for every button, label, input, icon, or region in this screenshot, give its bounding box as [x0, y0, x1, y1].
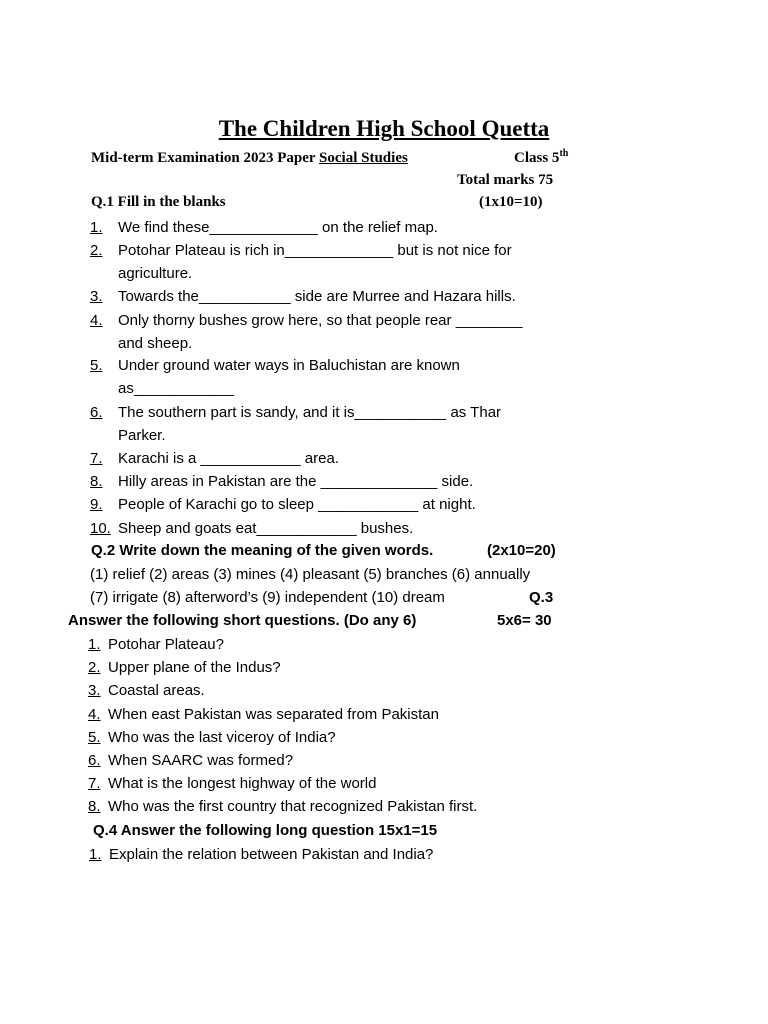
q1-item-text: Under ground water ways in Baluchistan are known	[118, 357, 460, 374]
q3-item-text: What is the longest highway of the world	[108, 775, 377, 793]
q1-item-number: 2.	[90, 242, 103, 259]
subject-name: Social Studies	[319, 150, 408, 166]
q1-item-text: People of Karachi go to sleep ____________ at night.	[118, 496, 476, 513]
q1-item-text: and sheep.	[118, 335, 193, 352]
q3-item-number: 1.	[88, 636, 101, 653]
q2-title: Q.2 Write down the meaning of the given words.	[91, 542, 434, 559]
q2-marks: (2x10=20)	[487, 542, 556, 559]
exam-line	[91, 150, 408, 167]
q1-item-text: Potohar Plateau is rich in_____________ but is not nice for	[118, 242, 512, 259]
school-title: The Children High School Quetta	[218, 116, 550, 141]
q4-item-number: 1.	[89, 846, 102, 863]
q4-item-text: Explain the relation between Pakistan and India?	[109, 846, 434, 863]
q1-item-text: Hilly areas in Pakistan are the ______________ side.	[118, 473, 474, 490]
q1-item-text: Sheep and goats eat____________ bushes.	[118, 520, 414, 537]
q3-item-text: Potohar Plateau?	[108, 636, 224, 653]
q3-title: Answer the following short questions. (Do any 6)	[68, 612, 417, 629]
q1-item-text: The southern part is sandy, and it is___________ as Thar	[118, 404, 502, 421]
q4-title: Q.4 Answer the following long question 15x1=15	[93, 822, 438, 839]
class-sup: th	[559, 148, 569, 159]
q3-item-text: Who was the last viceroy of India?	[108, 728, 336, 746]
q3-item-number: 2.	[88, 659, 101, 677]
q1-item-text: Only thorny bushes grow here, so that people rear ________	[118, 312, 523, 329]
q3-item-number: 6.	[88, 752, 101, 769]
q3-label: Q.3	[529, 589, 554, 606]
q3-marks: 5x6= 30	[497, 612, 552, 629]
q1-item-text: agriculture.	[118, 265, 193, 282]
class-text: Class 5	[514, 150, 560, 166]
q2-words-line2: (7) irrigate (8) afterword’s (9) independent (10) dream	[90, 589, 445, 606]
q3-item-text: Coastal areas.	[108, 682, 205, 700]
q3-item-text: When east Pakistan was separated from Pakistan	[108, 705, 439, 723]
q1-item-text: Parker.	[118, 427, 166, 444]
q2-words-line1: (1) relief (2) areas (3) mines (4) pleasant (5) branches (6) annually	[90, 566, 531, 583]
q1-item-number: 3.	[90, 288, 103, 305]
q1-item-number: 10.	[90, 520, 111, 537]
q1-item-number: 5.	[90, 357, 103, 374]
q3-item-text: Who was the first country that recognized Pakistan first.	[108, 798, 478, 816]
q1-item-number: 8.	[90, 473, 103, 490]
class-label	[514, 148, 568, 167]
q3-item-number: 3.	[88, 682, 101, 700]
q1-item-text: Karachi is a ____________ area.	[118, 450, 340, 467]
q1-item-number: 7.	[90, 450, 103, 467]
q1-item-number: 4.	[90, 312, 103, 329]
q3-item-number: 8.	[88, 798, 101, 816]
q3-item-number: 4.	[88, 705, 101, 723]
total-marks: Total marks 75	[457, 172, 554, 188]
exam-prefix: Mid-term Examination 2023 Paper	[91, 150, 316, 166]
q1-item-text: We find these_____________ on the relief map.	[118, 219, 438, 236]
q1-item-text: as____________	[118, 380, 234, 397]
q1-item-number: 6.	[90, 404, 103, 421]
q1-item-text: Towards the___________ side are Murree and Hazara hills.	[118, 288, 516, 305]
q1-item-number: 1.	[90, 219, 103, 236]
q1-marks: (1x10=10)	[479, 194, 543, 210]
q3-item-number: 5.	[88, 728, 101, 746]
q3-item-number: 7.	[88, 775, 101, 793]
q1-item-number: 9.	[90, 496, 103, 513]
q1-title: Q.1 Fill in the blanks	[91, 194, 226, 210]
q3-item-text: When SAARC was formed?	[108, 752, 294, 769]
q3-item-text: Upper plane of the Indus?	[108, 659, 281, 677]
